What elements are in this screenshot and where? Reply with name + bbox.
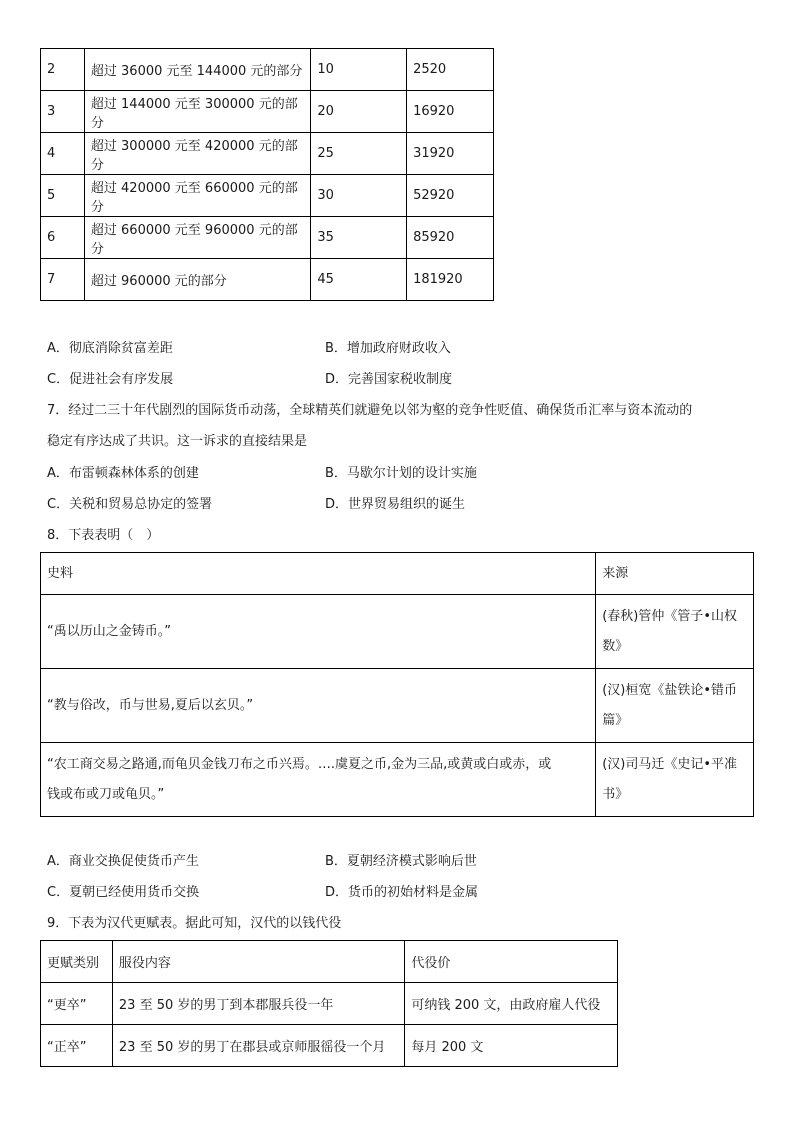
- table-cell: 超过 36000 元至 144000 元的部分: [84, 49, 310, 91]
- table-cell: 超过 660000 元至 960000 元的部分: [84, 217, 310, 259]
- table-header-cell: 服役内容: [112, 941, 404, 983]
- table-cell: 4: [41, 133, 85, 175]
- table-row: [41, 259, 494, 301]
- tax-table: [40, 48, 494, 301]
- table-header-row: [41, 941, 618, 983]
- table-cell: 7: [41, 259, 85, 301]
- q8-option-b[interactable]: B．夏朝经济模式影响后世: [325, 854, 477, 869]
- table-cell: 45: [311, 259, 407, 301]
- table-cell: 5: [41, 175, 85, 217]
- cell-line: 数》: [602, 638, 629, 654]
- q6-option-d[interactable]: D．完善国家税收制度: [325, 372, 453, 387]
- q8-stem: 8．下表表明（ ）: [47, 528, 160, 543]
- q7-option-a[interactable]: A．布雷顿森林体系的创建: [47, 466, 199, 481]
- table-cell: 20: [311, 91, 407, 133]
- table-cell: [41, 595, 596, 669]
- q9-stem: 9．下表为汉代更赋表。据此可知，汉代的以钱代役: [47, 916, 342, 931]
- cell-line: 书》: [602, 786, 629, 802]
- q7-option-b[interactable]: B．马歇尔计划的设计实施: [325, 466, 477, 481]
- q8-option-d[interactable]: D．货币的初始材料是金属: [325, 885, 479, 900]
- table-header-cell: 史料: [41, 553, 596, 595]
- q8-option-a[interactable]: A．商业交换促使货币产生: [47, 854, 199, 869]
- table-cell: 23 至 50 岁的男丁到本郡服兵役一年: [112, 983, 404, 1025]
- q7-stem-line1: 7．经过二三十年代剧烈的国际货币动荡，全球精英们就避免以邻为壑的竞争性贬值、确保货币汇率与资本流动的: [47, 403, 693, 418]
- table-cell: 30: [311, 175, 407, 217]
- q8-source-table: [40, 552, 754, 817]
- table-cell: 超过 300000 元至 420000 元的部分: [84, 133, 310, 175]
- table-header-cell: 更赋类别: [41, 941, 113, 983]
- table-row: [41, 91, 494, 133]
- cell-line: (汉)司马迁《史记•平准: [602, 756, 737, 772]
- table-row: [41, 983, 618, 1025]
- table-cell: “正卒”: [41, 1025, 113, 1067]
- table-cell: 可纳钱 200 文，由政府雇人代役: [405, 983, 618, 1025]
- cell-line: 篇》: [602, 712, 629, 728]
- q9-tax-table: [40, 940, 618, 1067]
- cell-line: (春秋)管仲《管子•山权: [602, 608, 737, 624]
- table-cell: “更卒”: [41, 983, 113, 1025]
- q8-option-c[interactable]: C．夏朝已经使用货币交换: [47, 885, 200, 900]
- table-row: [41, 217, 494, 259]
- table-cell: 每月 200 文: [405, 1025, 618, 1067]
- cell-line: “教与俗改，币与世易,夏后以玄贝。”: [47, 697, 254, 713]
- table-cell: 超过 960000 元的部分: [84, 259, 310, 301]
- q7-option-c[interactable]: C．关税和贸易总协定的签署: [47, 497, 213, 512]
- table-cell: [596, 743, 754, 817]
- table-cell: 25: [311, 133, 407, 175]
- table-cell: 2: [41, 49, 85, 91]
- table-cell: 16920: [407, 91, 494, 133]
- table-cell: 超过 420000 元至 660000 元的部分: [84, 175, 310, 217]
- table-cell: [596, 669, 754, 743]
- q6-option-a[interactable]: A．彻底消除贫富差距: [47, 341, 173, 356]
- table-cell: [41, 669, 596, 743]
- table-cell: 85920: [407, 217, 494, 259]
- q6-option-c[interactable]: C．促进社会有序发展: [47, 372, 174, 387]
- table-cell: [41, 743, 596, 817]
- table-row: [41, 49, 494, 91]
- table-row: [41, 743, 754, 817]
- table-cell: 6: [41, 217, 85, 259]
- cell-line: “禹以历山之金铸币。”: [47, 623, 171, 639]
- table-row: [41, 175, 494, 217]
- q6-option-b[interactable]: B．增加政府财政收入: [325, 341, 451, 356]
- q7-stem-line2: 稳定有序达成了共识。这一诉求的直接结果是: [47, 434, 308, 449]
- q7-option-d[interactable]: D．世界贸易组织的诞生: [325, 497, 466, 512]
- table-cell: 35: [311, 217, 407, 259]
- table-row: [41, 595, 754, 669]
- table-cell: 2520: [407, 49, 494, 91]
- table-cell: 181920: [407, 259, 494, 301]
- table-cell: 10: [311, 49, 407, 91]
- table-row: [41, 1025, 618, 1067]
- cell-line: 钱或布或刀或龟贝。”: [47, 786, 165, 802]
- table-cell: 52920: [407, 175, 494, 217]
- table-cell: [596, 595, 754, 669]
- cell-line: “农工商交易之路通,而龟贝金钱刀布之币兴焉。….虞夏之币,金为三品,或黄或白或赤，或: [47, 756, 552, 772]
- table-row: [41, 669, 754, 743]
- cell-line: (汉)桓宽《盐铁论•错币: [602, 682, 737, 698]
- table-header-row: [41, 553, 754, 595]
- table-header-cell: 来源: [596, 553, 754, 595]
- table-cell: 超过 144000 元至 300000 元的部分: [84, 91, 310, 133]
- table-cell: 23 至 50 岁的男丁在郡县或京师服徭役一个月: [112, 1025, 404, 1067]
- table-cell: 3: [41, 91, 85, 133]
- table-header-cell: 代役价: [405, 941, 618, 983]
- table-row: [41, 133, 494, 175]
- table-cell: 31920: [407, 133, 494, 175]
